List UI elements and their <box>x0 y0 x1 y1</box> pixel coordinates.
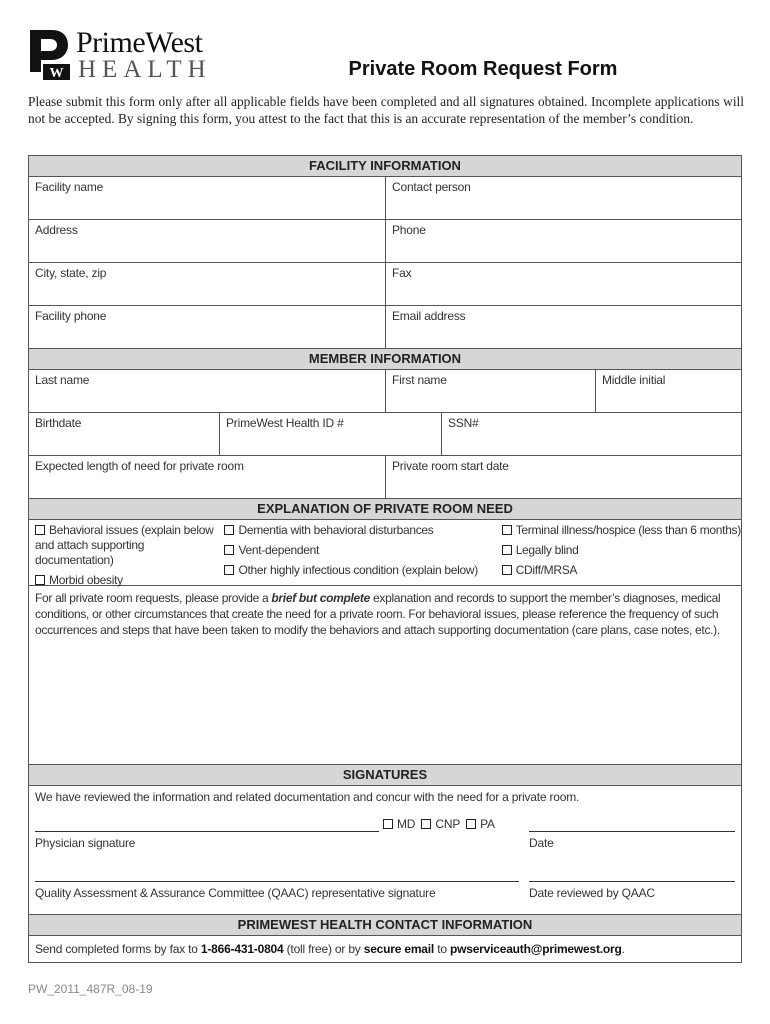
email-address-label: Email address <box>392 309 466 323</box>
checkbox-icon[interactable] <box>502 565 512 575</box>
email-address-field[interactable] <box>385 306 741 348</box>
address-label: Address <box>35 223 78 237</box>
contact-text-3: to <box>434 942 450 956</box>
pa-label: PA <box>480 817 495 831</box>
middle-initial-field[interactable] <box>595 370 741 412</box>
checkbox-label: Other highly infectious condition (explain below) <box>238 563 478 577</box>
primewest-id-label: PrimeWest Health ID # <box>226 416 344 430</box>
explanation-instructions-1: For all private room requests, please provide a <box>35 591 272 605</box>
birthdate-field[interactable] <box>29 413 219 455</box>
first-name-field[interactable] <box>385 370 595 412</box>
ssn-label: SSN# <box>448 416 479 430</box>
contact-text-4: . <box>621 942 625 956</box>
city-state-zip-field[interactable] <box>29 263 385 305</box>
qaac-date-line[interactable] <box>529 881 735 882</box>
birthdate-label: Birthdate <box>35 416 82 430</box>
request-form <box>28 155 742 963</box>
fax-number: 1-866-431-0804 <box>200 942 284 956</box>
facility-section-heading: FACILITY INFORMATION <box>29 156 741 177</box>
form-title: Private Room Request Form <box>348 58 618 80</box>
facility-row-3 <box>29 263 741 306</box>
explanation-instructions-2: explanation and records to support the member’s diagnoses, medical conditions, or other circumstances that create the need for a private room. For behavioral issues, please reference the frequency of such occurrences and steps that have been taken to modify the behaviors and attach supporting documentation (care plans, case notes, etc.). <box>35 591 721 637</box>
qaac-signature-line[interactable] <box>35 881 519 882</box>
signatures-area <box>29 786 741 915</box>
checkbox-label: Dementia with behavioral disturbances <box>238 523 434 537</box>
qaac-signature-label: Quality Assessment & Assurance Committee (QAAC) representative signature <box>35 886 436 900</box>
facility-row-4 <box>29 306 741 348</box>
member-row-3 <box>29 456 741 498</box>
checkbox-icon[interactable] <box>35 575 45 585</box>
contact-person-label: Contact person <box>392 180 471 194</box>
checkbox-icon[interactable] <box>502 525 512 535</box>
physician-signature-line[interactable] <box>35 831 379 832</box>
start-date-field[interactable] <box>385 456 741 498</box>
reason-column-2 <box>224 523 501 583</box>
checkbox-label: Legally blind <box>515 543 579 557</box>
facility-row-1 <box>29 177 741 220</box>
checkbox-legally-blind[interactable] <box>502 543 741 558</box>
contact-info <box>29 936 741 962</box>
physician-date-label: Date <box>529 836 554 850</box>
checkbox-vent-dependent[interactable] <box>224 543 501 558</box>
facility-phone-field[interactable] <box>29 306 385 348</box>
middle-initial-label: Middle initial <box>602 373 666 387</box>
city-state-zip-label: City, state, zip <box>35 266 107 280</box>
physician-signature-label: Physician signature <box>35 836 136 850</box>
start-date-label: Private room start date <box>392 459 509 473</box>
last-name-field[interactable] <box>29 370 385 412</box>
explanation-text-area[interactable] <box>29 586 741 764</box>
contact-email-link[interactable]: pwserviceauth@primewest.org <box>449 942 622 956</box>
logo-health: HEALTH <box>78 56 212 83</box>
checkbox-icon[interactable] <box>35 525 45 535</box>
checkbox-label: Behavioral issues (explain below and attach supporting documentation) <box>35 523 214 567</box>
facility-name-field[interactable] <box>29 177 385 219</box>
physician-date-line[interactable] <box>529 831 735 832</box>
explanation-section-heading: EXPLANATION OF PRIVATE ROOM NEED <box>29 498 741 520</box>
contact-text-2: (toll free) or by <box>283 942 364 956</box>
last-name-label: Last name <box>35 373 90 387</box>
primewest-id-field[interactable] <box>219 413 441 455</box>
phone-field[interactable] <box>385 220 741 262</box>
checkbox-icon[interactable] <box>224 525 234 535</box>
qaac-date-label: Date reviewed by QAAC <box>529 886 655 900</box>
length-of-need-label: Expected length of need for private room <box>35 459 244 473</box>
intro-text: Please submit this form only after all applicable fields have been completed and all signatures obtained. Incomplete applications will not be accepted. By signing this form, you attest to the fact that this is an accurate representation of the member’s condition. <box>28 94 744 126</box>
phone-label: Phone <box>392 223 426 237</box>
reason-column-3 <box>502 523 741 583</box>
checkbox-icon[interactable] <box>224 545 234 555</box>
md-label: MD <box>397 817 416 831</box>
explanation-emphasis: brief but complete <box>271 591 371 605</box>
member-row-2 <box>29 413 741 456</box>
cnp-label: CNP <box>435 817 460 831</box>
signatures-section-heading: SIGNATURES <box>29 764 741 786</box>
reason-column-1 <box>35 523 224 587</box>
signature-statement: We have reviewed the information and related documentation and concur with the need for a private room. <box>35 790 580 804</box>
checkbox-cdiff-mrsa[interactable] <box>502 563 741 578</box>
contact-person-field[interactable] <box>385 177 741 219</box>
checkbox-label: Terminal illness/hospice (less than 6 months) <box>515 523 741 537</box>
svg-text:W: W <box>49 66 64 80</box>
checkbox-infectious-condition[interactable] <box>224 563 501 578</box>
facility-name-label: Facility name <box>35 180 104 194</box>
member-section-heading: MEMBER INFORMATION <box>29 348 741 370</box>
checkbox-label: Vent-dependent <box>238 543 320 557</box>
facility-phone-label: Facility phone <box>35 309 107 323</box>
fax-field[interactable] <box>385 263 741 305</box>
secure-email-label: secure email <box>363 942 435 956</box>
address-field[interactable] <box>29 220 385 262</box>
checkbox-icon[interactable] <box>502 545 512 555</box>
md-checkbox-icon[interactable] <box>383 819 393 829</box>
facility-row-2 <box>29 220 741 263</box>
reason-checkboxes <box>29 520 741 586</box>
ssn-field[interactable] <box>441 413 741 455</box>
checkbox-label: Morbid obesity <box>49 573 123 587</box>
fax-label: Fax <box>392 266 412 280</box>
first-name-label: First name <box>392 373 447 387</box>
checkbox-behavioral-issues[interactable] <box>35 523 224 568</box>
pa-checkbox-icon[interactable] <box>466 819 476 829</box>
member-row-1 <box>29 370 741 413</box>
length-of-need-field[interactable] <box>29 456 385 498</box>
cnp-checkbox-icon[interactable] <box>421 819 431 829</box>
credential-checkboxes <box>383 817 495 831</box>
contact-section-heading: PRIMEWEST HEALTH CONTACT INFORMATION <box>29 915 741 936</box>
contact-text-1: Send completed forms by fax to <box>35 942 201 956</box>
checkbox-label: CDiff/MRSA <box>515 563 578 577</box>
checkbox-icon[interactable] <box>224 565 234 575</box>
logo-name: PrimeWest <box>76 26 203 59</box>
checkbox-terminal-illness[interactable] <box>502 523 741 538</box>
form-code: PW_2011_487R_08-19 <box>28 982 153 996</box>
checkbox-dementia[interactable] <box>224 523 501 538</box>
checkbox-morbid-obesity[interactable] <box>35 573 224 588</box>
